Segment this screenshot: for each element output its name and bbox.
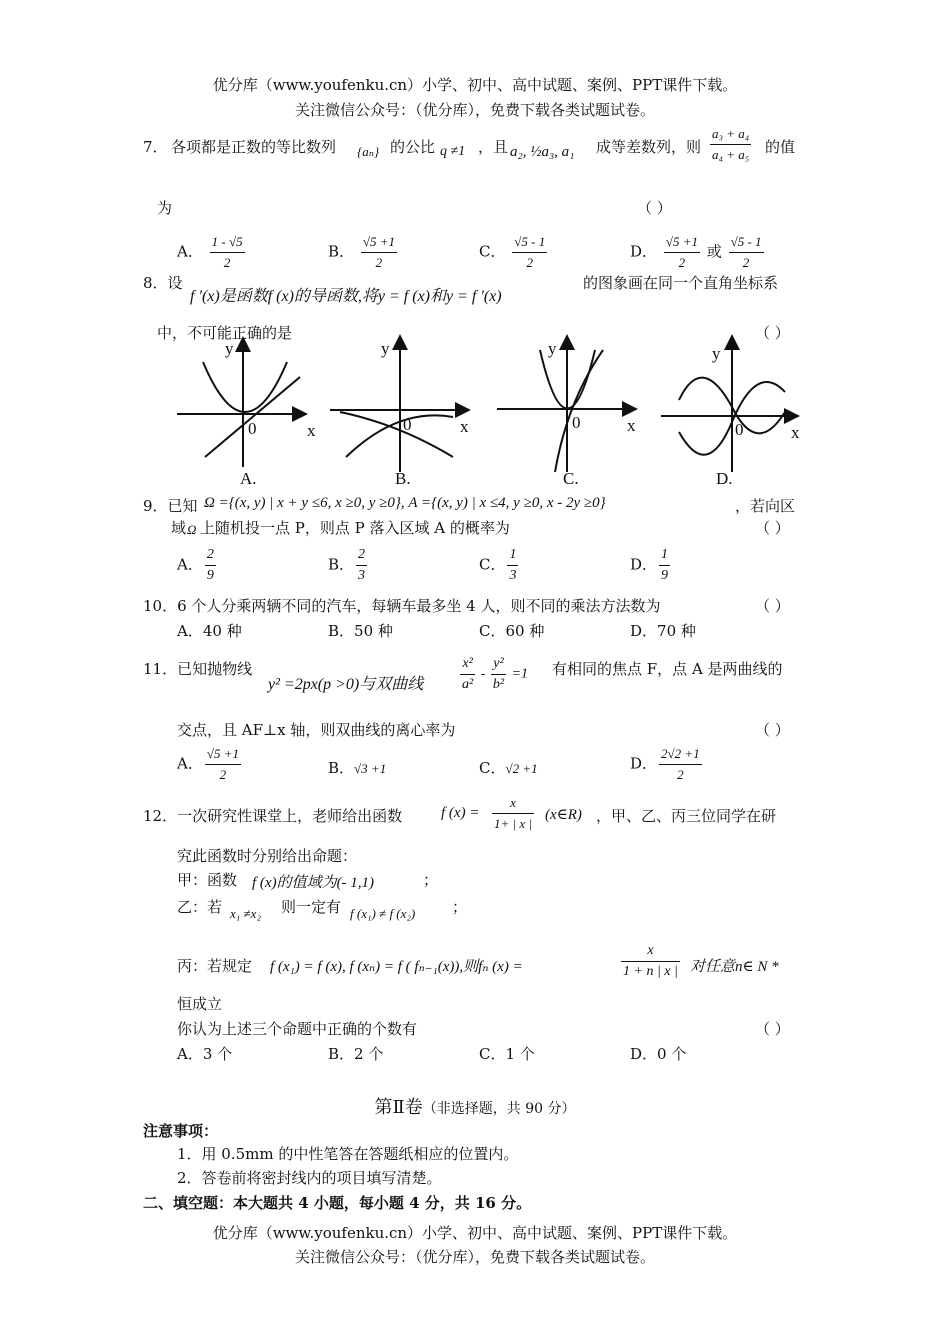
q9-option-d-label: D． [630,555,658,574]
q12-fx-frac [490,793,536,834]
q8-graphs [165,332,815,492]
q11-option-c[interactable] [479,757,538,778]
part-two-heading [0,1093,950,1119]
q7-option-c[interactable] [479,232,549,273]
graph-a-origin: 0 [248,419,257,438]
q12-fx: f (x) = [441,805,480,821]
q7-option-d-label: D． [630,242,658,261]
q9-text-1: ，若向区 [735,497,796,515]
q7-option-a-num: 1 - √5 [210,232,245,253]
q7-option-a-den: 2 [223,255,231,270]
q8-num: 8．设 [143,274,183,292]
q12-text-4: 你认为上述三个命题中正确的个数有 [177,1020,418,1038]
graph-c-label: C. [563,469,579,488]
q11-option-a-num: √5 +1 [205,744,241,765]
q9-omega: Ω [187,522,197,537]
graph-b-origin: 0 [403,415,412,434]
q12-yi-end: ； [452,898,468,916]
q7-option-b-den: 2 [375,255,383,270]
q7-option-c-den: 2 [526,255,533,270]
q12-domain: (x∈R) [545,807,582,823]
graph-d-x-label: x [791,423,800,442]
q11-option-a-label: A． [177,754,203,773]
graph-c[interactable] [497,342,630,472]
q12-yi-formula: f (x₁) ≠ f (x₂) [350,906,416,921]
q11-ha: a² [462,677,474,692]
graph-c-origin: 0 [572,413,581,432]
q9-option-d[interactable] [630,545,672,586]
q7-cond: q ≠1 [440,144,466,159]
q12-bing-end: 对任意n∈ N * [690,959,779,975]
q12-text-2: 究此函数时分别给出命题： [177,847,358,865]
q9-option-a-num: 2 [205,545,216,566]
q11-text-1: 有相同的焦点 F，点 A 是两曲线的 [552,660,783,678]
q12-text-3: 恒成立 [177,995,223,1013]
q7-text-4: 成等差数列，则 [596,138,702,156]
q11-eq: =1 [511,666,529,682]
notice-1: 1．用 0.5mm 的中性笔答在答题纸相应的位置内。 [177,1145,519,1163]
q11-parabola: y² =2px(p >0)与双曲线 [268,676,424,693]
q11-hy: y² [491,654,506,675]
footer-line-1: 优分库（www.youfenku.cn）小学、初中、高中试题、案例、PPT课件下载。 [212,1224,738,1242]
q9-answer-paren[interactable]: （ ） [755,519,790,537]
q11-text-2: 交点，且 AF⊥x 轴，则双曲线的离心率为 [177,721,456,739]
q7-text-5: 的值 [765,138,796,156]
q9-option-c-label: C． [479,555,506,574]
q7-text-2: 的公比 [390,138,436,156]
graph-a-y-label: y [225,339,234,358]
q12-option-d[interactable]: D．0 个 [630,1045,687,1063]
q9-option-a-label: A． [177,555,203,574]
q12-fnum: x [492,793,534,814]
q7-answer-paren[interactable]: （ ） [637,199,672,217]
graph-b[interactable] [330,342,463,472]
header-line-1: 优分库（www.youfenku.cn）小学、初中、高中试题、案例、PPT课件下载。 [212,76,738,94]
q12-jia-formula: f (x)的值域为(- 1,1) [252,875,375,891]
section-two-heading: 二、填空题：本大题共 4 小题，每小题 4 分，共 16 分。 [143,1194,532,1212]
q9-option-b-num: 2 [356,545,367,566]
q12-text-1: ，甲、乙、丙三位同学在研 [596,807,777,825]
q10-text: 10．6 个人分乘两辆不同的汽车，每辆车最多坐 4 人，则不同的乘法方法数为 [143,597,661,615]
q11-option-d-num: 2√2 +1 [659,744,702,765]
q12-answer-paren[interactable]: （ ） [755,1020,790,1038]
graph-a-label: A. [240,469,257,488]
q12-num: 12．一次研究性课堂上，老师给出函数 [143,807,403,825]
part-two-title: 第Ⅱ卷 [374,1097,423,1118]
q9-option-d-den: 9 [661,568,669,583]
q7-option-c-label: C． [479,242,506,261]
q9-num: 9．已知 [143,497,198,515]
q9-option-c[interactable] [479,545,520,586]
q12-yi-mid: 则一定有 [281,898,342,916]
q12-option-b[interactable]: B．2 个 [328,1045,384,1063]
q7-ratio-num: a₃ + a₄ [710,124,751,145]
q9-option-b[interactable] [328,545,369,586]
q9-option-b-label: B． [328,555,355,574]
q7-option-b-num: √5 +1 [361,232,397,253]
q12-jia: 甲：函数 [177,871,238,889]
q9-option-c-num: 1 [507,545,518,566]
graph-d-origin: 0 [735,420,744,439]
q9-option-a-den: 9 [206,568,214,583]
q7-terms: a₂, ½a₃, a₁ [510,144,575,160]
q11-minus: - [480,666,486,682]
q7-option-d-num: √5 +1 [664,232,700,253]
q10-answer-paren[interactable]: （ ） [755,597,790,615]
q7-option-b[interactable] [328,232,399,273]
q12-option-a[interactable]: A．3 个 [177,1045,233,1063]
q11-num: 11．已知抛物线 [143,660,253,678]
q7-option-a[interactable] [177,232,247,273]
q7-option-c-num: √5 - 1 [512,232,547,253]
q11-option-a[interactable] [177,744,243,785]
q12-fden: 1+ | x | [494,816,532,831]
graph-d-y-label: y [712,344,721,363]
q12-bing-formula: f (x₁) = f (x), f (xₙ) = f ( fₙ₋₁(x)),则fₙ (x) = [270,959,523,975]
q9-text-2: 域 [171,519,187,537]
q11-hb: b² [492,677,505,692]
q11-option-d-den: 2 [677,767,684,782]
q9-option-b-den: 3 [358,568,366,583]
q10-option-b[interactable]: B．50 种 [328,622,393,640]
q7-text-1: 各项都是正数的等比数列 [171,138,337,156]
notice-heading: 注意事项： [143,1122,219,1140]
graph-b-label: B. [395,469,411,488]
graph-b-x-label: x [460,417,469,436]
header-line-2: 关注微信公众号：（优分库），免费下载各类试题试卷。 [294,101,655,119]
q7-option-d-num2: √5 - 1 [729,232,764,253]
q8-text-2: 中，不可能正确的是 [157,324,293,342]
part-two-subtitle: （非选择题，共 90 分） [422,1101,576,1117]
q8-text-1: 的图象画在同一个直角坐标系 [583,274,779,292]
q9-option-a[interactable] [177,545,218,586]
graph-b-y-label: y [381,339,390,358]
q10-option-d[interactable]: D．70 种 [630,622,696,640]
q7-num: 7． [143,138,168,156]
q12-yi-cond: x₁ ≠x₂ [230,906,261,921]
q7-text-3: ，且 [478,138,509,156]
q12-yi: 乙：若 [177,898,223,916]
graph-a[interactable] [177,344,300,467]
graph-a-x-label: x [307,421,316,440]
q7-option-d-den: 2 [678,255,686,270]
q8-answer-paren[interactable]: （ ） [755,324,790,342]
q12-bing-num: x [621,941,680,962]
q7-option-a-label: A． [177,242,203,261]
q9-option-c-den: 3 [509,568,517,583]
notice-2: 2．答卷前将密封线内的项目填写清楚。 [177,1169,442,1187]
q11-answer-paren[interactable]: （ ） [755,721,790,739]
q12-bing-frac [619,941,682,982]
q11-option-c-label: C． [479,759,506,777]
q11-option-b-label: B． [328,759,355,777]
q11-option-b[interactable] [328,757,386,778]
q7-option-b-label: B． [328,242,355,261]
graph-c-x-label: x [627,416,636,435]
q12-option-c[interactable]: C．1 个 [479,1045,535,1063]
q7-ratio [708,124,753,165]
q11-option-d-label: D． [630,754,658,773]
q11-option-a-den: 2 [219,767,227,782]
q7-seq: {aₙ} [357,144,380,159]
q10-option-c[interactable]: C．60 种 [479,622,545,640]
q11-option-d[interactable] [630,744,704,785]
q11-hyperbola [458,654,528,695]
q7-option-d[interactable] [630,232,766,273]
q7-option-d-or: 或 [706,242,722,261]
q7-option-d-den2: 2 [742,255,750,270]
graph-c-y-label: y [548,339,557,358]
graph-d-label: D. [716,469,733,488]
q10-option-a[interactable]: A．40 种 [177,622,242,640]
q11-option-c-value: √2 +1 [505,761,538,776]
q12-jia-end: ； [423,871,439,889]
q7-text-6: 为 [157,199,173,217]
q9-option-d-num: 1 [659,545,670,566]
q12-bing-den: 1 + n | x | [623,964,678,979]
q9-text-3: 上随机投一点 P，则点 P 落入区域 A 的概率为 [200,519,510,537]
q8-formula: f ′(x)是函数f (x)的导函数,将y = f (x)和y = f ′(x) [190,288,502,305]
q7-ratio-den: a₄ + a₅ [712,147,750,162]
q11-option-b-value: √3 +1 [354,761,387,776]
q12-bing: 丙：若规定 [177,957,253,975]
footer-line-2: 关注微信公众号：（优分库），免费下载各类试题试卷。 [294,1248,655,1266]
q11-hx: x² [460,654,475,675]
graph-d[interactable] [661,342,792,472]
q9-formula: Ω ={(x, y) | x + y ≤6, x ≥0, y ≥0}, A ={(x, y) | x ≤4, y ≥0, x - 2y ≥0} [204,495,606,511]
